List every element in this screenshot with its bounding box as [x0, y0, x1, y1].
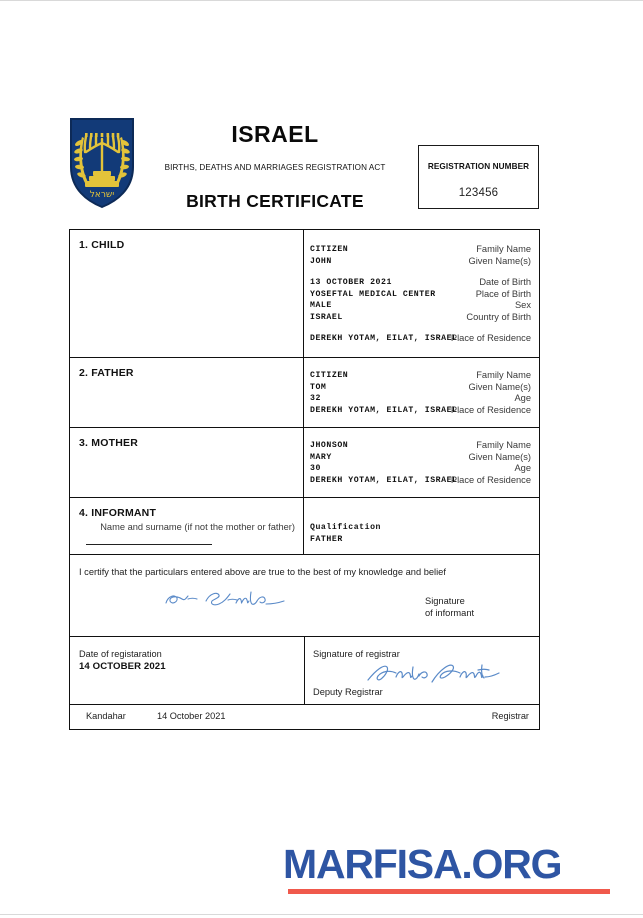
value-country-of-birth: ISRAEL	[310, 312, 343, 322]
value-family-name: JHONSON	[310, 441, 349, 450]
value-family-name: CITIZEN	[310, 245, 349, 254]
section-father-values	[310, 370, 539, 416]
label-country-of-birth: Country of Birth	[466, 311, 531, 322]
informant-signature-label-line2: of informant	[425, 608, 475, 618]
section-certification	[70, 555, 539, 637]
registration-number-label: REGISTRATION NUMBER	[427, 162, 530, 171]
document-title: BIRTH CERTIFICATE	[186, 191, 364, 211]
column-divider	[304, 637, 305, 704]
certificate-header	[69, 113, 540, 221]
informant-name-prompt: Name and surname (if not the mother or father)	[100, 522, 295, 532]
certification-statement: I certify that the particulars entered above are true to the best of my knowledge and belief	[79, 567, 446, 577]
label-place-of-birth: Place of Birth	[475, 288, 531, 299]
value-given-names: TOM	[310, 382, 327, 392]
label-sex: Sex	[514, 300, 531, 310]
value-sex: MALE	[310, 301, 332, 310]
section-mother-values	[310, 440, 539, 486]
value-age: 30	[310, 464, 321, 473]
registration-number-box	[418, 145, 539, 209]
section-child	[70, 230, 539, 358]
section-footer	[70, 705, 539, 729]
section-informant	[70, 498, 539, 555]
section-child-values	[310, 244, 539, 345]
footer-place: Kandahar	[86, 711, 126, 721]
registration-number-value: 123456	[458, 187, 499, 199]
value-date-of-birth: 13 OCTOBER 2021	[310, 278, 392, 287]
label-family-name: Family Name	[476, 370, 531, 380]
registrar-signature	[366, 661, 501, 687]
watermark-underline	[288, 889, 610, 894]
value-given-names: JOHN	[310, 256, 332, 266]
section-father-title: 2. FATHER	[79, 367, 134, 379]
title-block	[135, 113, 415, 213]
section-mother	[70, 428, 539, 498]
section-mother-title: 3. MOTHER	[79, 437, 138, 449]
footer-date: 14 October 2021	[157, 711, 226, 721]
value-place-of-residence: DEREKH YOTAM, EILAT, ISRAEL	[310, 334, 458, 343]
label-family-name: Family Name	[476, 440, 531, 450]
value-place-of-residence: DEREKH YOTAM, EILAT, ISRAEL	[310, 475, 458, 485]
column-divider	[303, 498, 304, 554]
israel-state-emblem-icon	[69, 117, 135, 209]
column-divider	[303, 358, 304, 427]
section-informant-title: 4. INFORMANT	[79, 507, 157, 519]
column-divider	[303, 230, 304, 357]
informant-qualification	[310, 522, 381, 545]
value-age: 32	[310, 394, 321, 403]
section-father	[70, 358, 539, 428]
label-date-of-birth: Date of Birth	[479, 277, 531, 287]
label-age: Age	[514, 393, 531, 403]
label-family-name: Family Name	[476, 244, 531, 254]
value-place-of-residence: DEREKH YOTAM, EILAT, ISRAEL	[310, 405, 458, 415]
label-given-names: Given Name(s)	[468, 381, 531, 392]
registration-date-value: 14 OCTOBER 2021	[79, 661, 166, 672]
registrar-signature-label: Signature of registrar	[313, 649, 400, 659]
marfisa-watermark	[283, 841, 619, 894]
informant-signature-label	[425, 595, 474, 619]
label-age: Age	[514, 463, 531, 473]
label-place-of-residence: Place of Residence	[450, 333, 531, 343]
informant-signature	[162, 587, 292, 613]
certificate-table	[69, 229, 540, 730]
informant-name-input-line[interactable]	[86, 544, 212, 545]
qualification-label: Qualification	[310, 523, 382, 532]
value-given-names: MARY	[310, 452, 332, 462]
page-bottom-border	[0, 914, 643, 915]
deputy-registrar-label: Deputy Registrar	[313, 687, 383, 697]
value-place-of-birth: YOSEFTAL MEDICAL CENTER	[310, 289, 436, 299]
emblem-hebrew-text: ישראל	[89, 190, 115, 200]
country-title: ISRAEL	[231, 121, 319, 147]
footer-registrar-role: Registrar	[491, 711, 529, 721]
section-registrar	[70, 637, 539, 705]
page-top-border	[0, 0, 643, 1]
section-child-title: 1. CHILD	[79, 239, 125, 251]
label-given-names: Given Name(s)	[468, 255, 531, 266]
qualification-value: FATHER	[310, 534, 343, 544]
informant-signature-label-line1: Signature	[425, 596, 465, 606]
value-family-name: CITIZEN	[310, 371, 349, 380]
label-given-names: Given Name(s)	[468, 451, 531, 462]
label-place-of-residence: Place of Residence	[450, 474, 531, 485]
watermark-text: MARFISA.ORG	[283, 841, 562, 887]
column-divider	[303, 428, 304, 497]
label-place-of-residence: Place of Residence	[450, 404, 531, 415]
registration-date-label: Date of registaration	[79, 649, 162, 659]
act-subtitle: BIRTHS, DEATHS AND MARRIAGES REGISTRATION ACT	[164, 163, 386, 172]
